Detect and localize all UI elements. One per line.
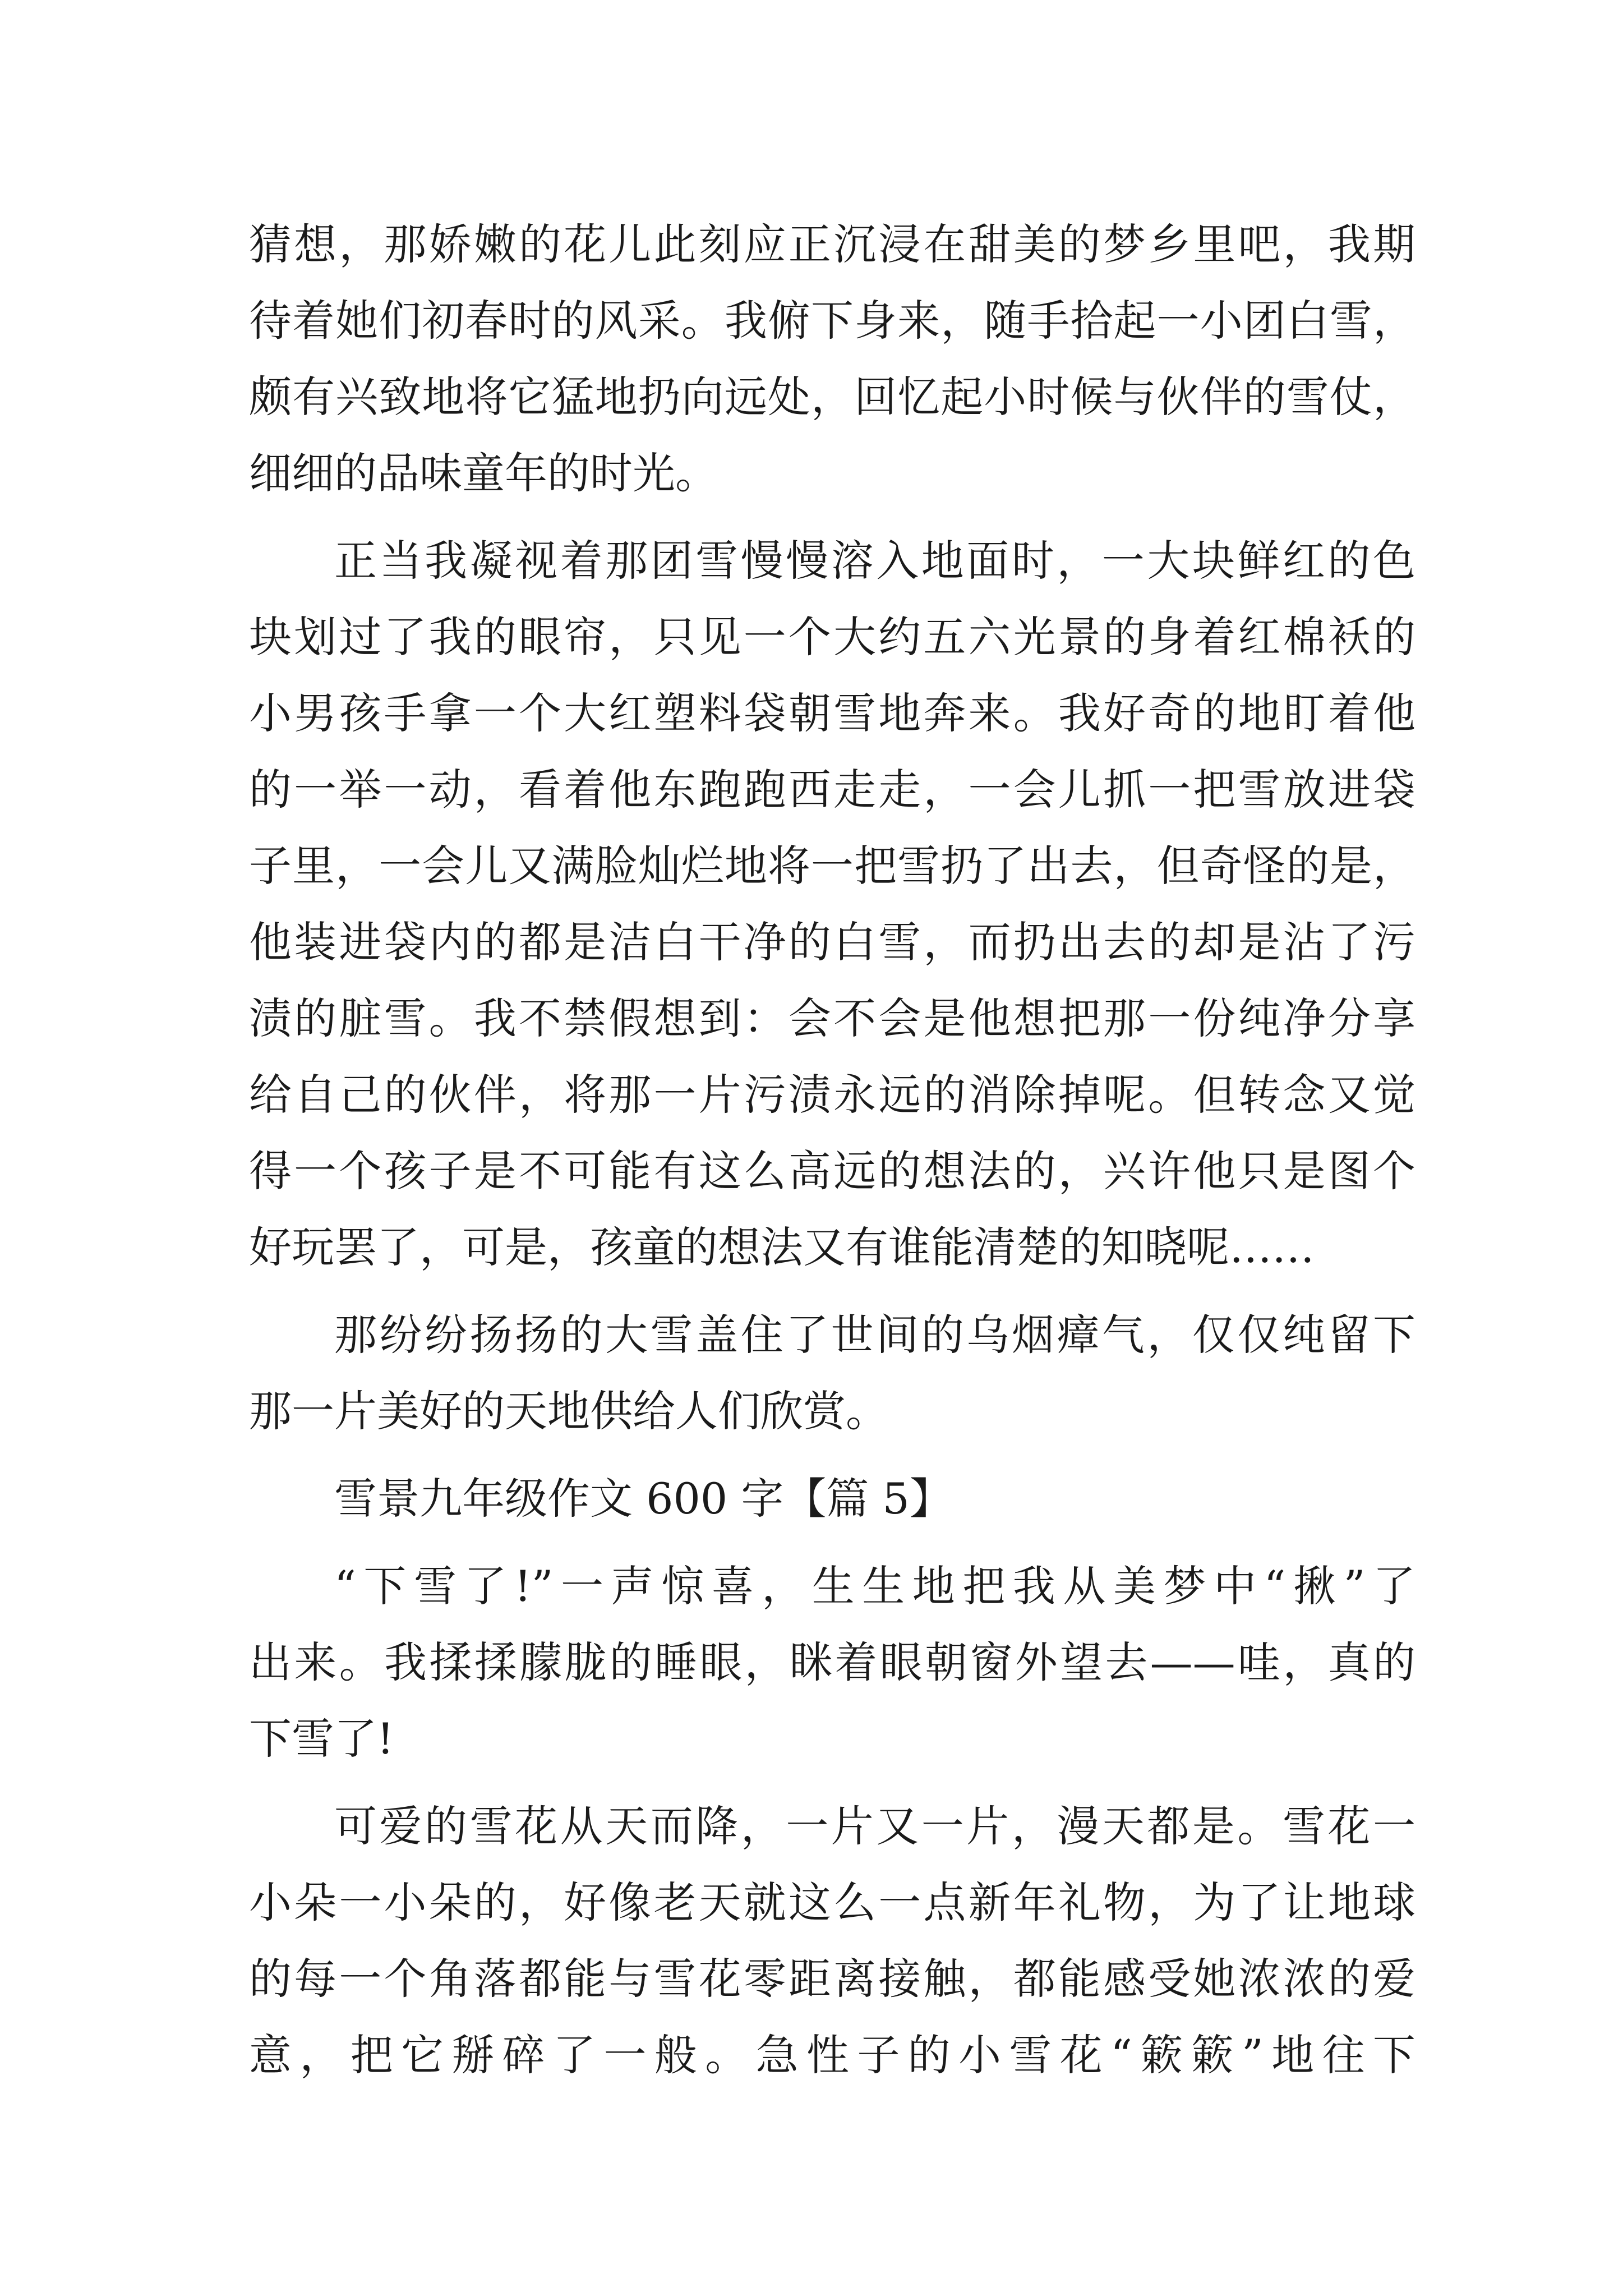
text-line: 出来。我揉揉朦胧的睡眼，眯着眼朝窗外望去——哇，真的 [249, 1637, 1415, 1687]
paragraph [249, 206, 1415, 512]
text-line: 好玩罢了，可是，孩童的想法又有谁能清楚的知晓呢…… [249, 1222, 1315, 1272]
text-line: 他装进袋内的都是洁白干净的白雪，而扔出去的却是沾了污 [249, 917, 1415, 967]
text-line: 颇有兴致地将它猛地扔向远处，回忆起小时候与伙伴的雪仗， [249, 372, 1415, 422]
text-line: 那一片美好的天地供给人们欣赏。 [249, 1386, 888, 1436]
text-line: 待着她们初春时的风采。我俯下身来，随手拾起一小团白雪， [249, 296, 1415, 346]
article-body [249, 206, 1415, 2093]
text-line: 小朵一小朵的，好像老天就这么一点新年礼物，为了让地球 [249, 1878, 1415, 1927]
paragraph [249, 1788, 1415, 2093]
text-line: 渍的脏雪。我不禁假想到：会不会是他想把那一份纯净分享 [249, 993, 1415, 1043]
text-line: 细细的品味童年的时光。 [249, 448, 718, 498]
text-line: 可爱的雪花从天而降，一片又一片，漫天都是。雪花一 [334, 1801, 1415, 1851]
text-line: 意，把它掰碎了一般。急性子的小雪花“簌簌”地往下 [249, 2030, 1415, 2080]
section-heading [249, 1461, 1415, 1537]
text-line: 子里，一会儿又满脸灿烂地将一把雪扔了出去，但奇怪的是， [249, 841, 1415, 891]
text-line: 给自己的伙伴，将那一片污渍永远的消除掉呢。但转念又觉 [249, 1070, 1415, 1120]
text-line: 猜想，那娇嫩的花儿此刻应正沉浸在甜美的梦乡里吧，我期 [249, 219, 1415, 269]
paragraph [249, 523, 1415, 1286]
text-line: 的一举一动，看着他东跑跑西走走，一会儿抓一把雪放进袋 [249, 765, 1415, 815]
text-line: “下雪了!”一声惊喜，生生地把我从美梦中“揪”了 [334, 1561, 1415, 1611]
text-line: 块划过了我的眼帘，只见一个大约五六光景的身着红棉袄的 [249, 612, 1415, 662]
text-line: 得一个孩子是不可能有这么高远的想法的，兴许他只是图个 [249, 1146, 1415, 1196]
text-line: 小男孩手拿一个大红塑料袋朝雪地奔来。我好奇的地盯着他 [249, 688, 1415, 738]
heading-line: 雪景九年级作文 600 字【篇 5】 [334, 1474, 952, 1524]
paragraph [249, 1297, 1415, 1450]
text-line: 那纷纷扬扬的大雪盖住了世间的乌烟瘴气，仅仅纯留下 [334, 1310, 1415, 1360]
text-line: 下雪了! [249, 1714, 394, 1764]
paragraph [249, 1548, 1415, 1777]
text-line: 正当我凝视着那团雪慢慢溶入地面时，一大块鲜红的色 [334, 536, 1415, 586]
text-line: 的每一个角落都能与雪花零距离接触，都能感受她浓浓的爱 [249, 1954, 1415, 2004]
